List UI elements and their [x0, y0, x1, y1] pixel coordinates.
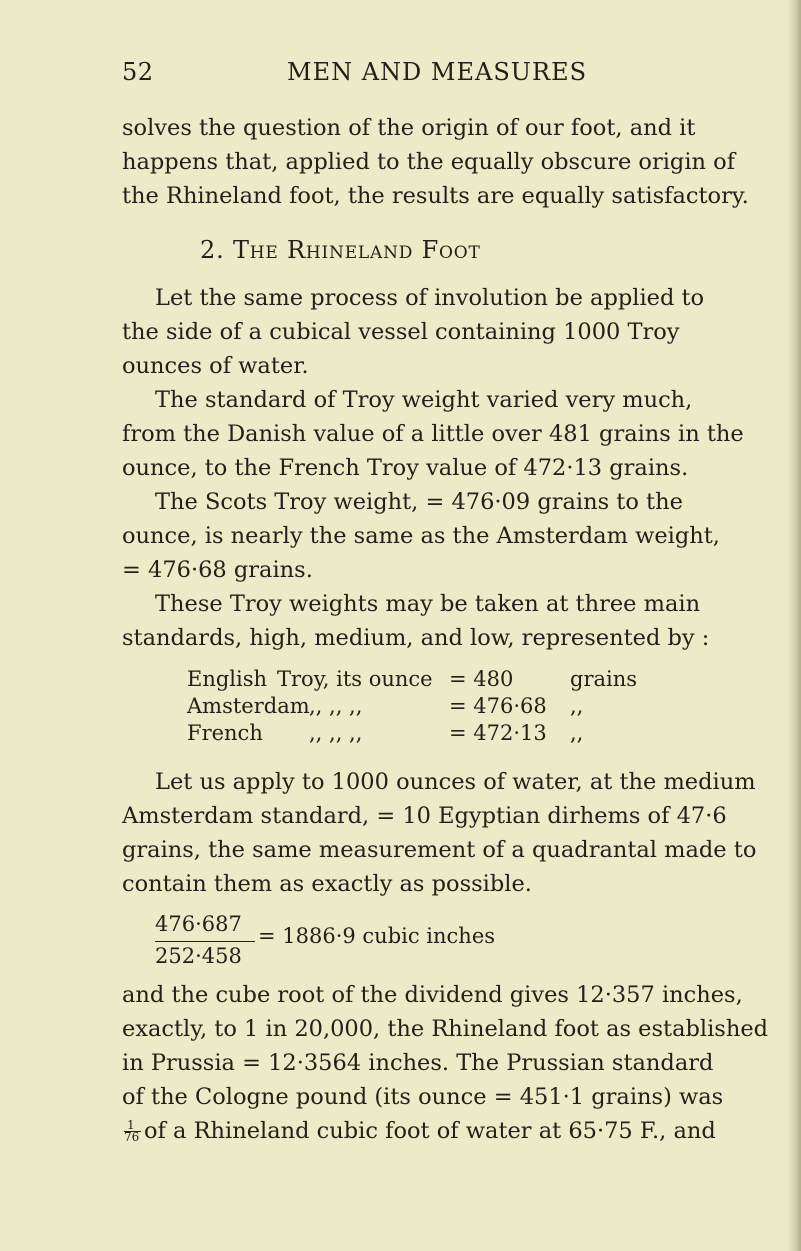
body-line: = 476·68 grains.: [122, 557, 313, 583]
body-line: happens that, applied to the equally obscure origin of: [122, 149, 736, 175]
body-line: grains, the same measurement of a quadrantal made to: [122, 837, 757, 863]
body-line: from the Danish value of a little over 481 grains in the: [122, 421, 744, 447]
inline-fraction-denominator: 76: [124, 1130, 140, 1144]
body-line: standards, high, medium, and low, represented by :: [122, 625, 710, 651]
table-cell-unit: grains: [570, 667, 638, 691]
table-cell-unit: ,,: [570, 721, 584, 745]
fraction-numerator: 476·687: [155, 912, 242, 936]
equation-result: = 1886·9 cubic inches: [258, 924, 496, 948]
table-cell-description: Troy, its ounce: [277, 667, 433, 691]
inline-fraction: [122, 1120, 144, 1144]
body-line-with-fraction: [122, 1114, 716, 1148]
body-line: The standard of Troy weight varied very much,: [155, 387, 693, 413]
body-line: the side of a cubical vessel containing 1000 Troy: [122, 319, 680, 345]
body-line: Let us apply to 1000 ounces of water, at the medium: [155, 769, 756, 795]
body-line: These Troy weights may be taken at three main: [155, 591, 701, 617]
fraction-denominator: 252·458: [155, 944, 242, 968]
body-line-text: of a Rhineland cubic foot of water at 65·75 F., and: [144, 1118, 716, 1144]
section-number: 2.: [200, 236, 225, 264]
running-head: MEN AND MEASURES: [287, 58, 588, 86]
body-line: Amsterdam standard, = 10 Egyptian dirhems of 47·6: [122, 803, 727, 829]
body-line: and the cube root of the dividend gives 12·357 inches,: [122, 982, 743, 1008]
table-cell-unit: ,,: [570, 694, 584, 718]
body-line: The Scots Troy weight, = 476·09 grains to the: [155, 489, 683, 515]
body-line: the Rhineland foot, the results are equally satisfactory.: [122, 183, 749, 209]
body-line: contain them as exactly as possible.: [122, 871, 532, 897]
section-heading: [200, 236, 481, 264]
table-cell-name: Amsterdam: [187, 694, 310, 718]
table-cell-description: ,, ,, ,,: [309, 721, 363, 745]
table-cell-name: French: [187, 721, 263, 745]
table-cell-name: English: [187, 667, 268, 691]
table-cell-value: = 480: [449, 667, 514, 691]
section-title: The Rhineland Foot: [232, 236, 481, 264]
table-cell-value: = 476·68: [449, 694, 547, 718]
division-equation: [155, 912, 575, 976]
body-line: exactly, to 1 in 20,000, the Rhineland foot as established: [122, 1016, 769, 1042]
page-edge-shadow: [787, 0, 801, 1251]
inline-fraction-numerator: 1: [127, 1118, 135, 1132]
body-line: in Prussia = 12·3564 inches. The Prussian standard: [122, 1050, 714, 1076]
table-cell-value: = 472·13: [449, 721, 547, 745]
body-line: ounce, is nearly the same as the Amsterdam weight,: [122, 523, 720, 549]
page-header: [122, 58, 742, 92]
body-line: Let the same process of involution be applied to: [155, 285, 705, 311]
table-cell-description: ,, ,, ,,: [309, 694, 363, 718]
body-line: ounce, to the French Troy value of 472·13 grains.: [122, 455, 689, 481]
fraction-bar: [155, 941, 255, 942]
body-line: ounces of water.: [122, 353, 309, 379]
page-number: 52: [122, 58, 154, 86]
body-line: solves the question of the origin of our foot, and it: [122, 115, 696, 141]
body-line: of the Cologne pound (its ounce = 451·1 grains) was: [122, 1084, 724, 1110]
